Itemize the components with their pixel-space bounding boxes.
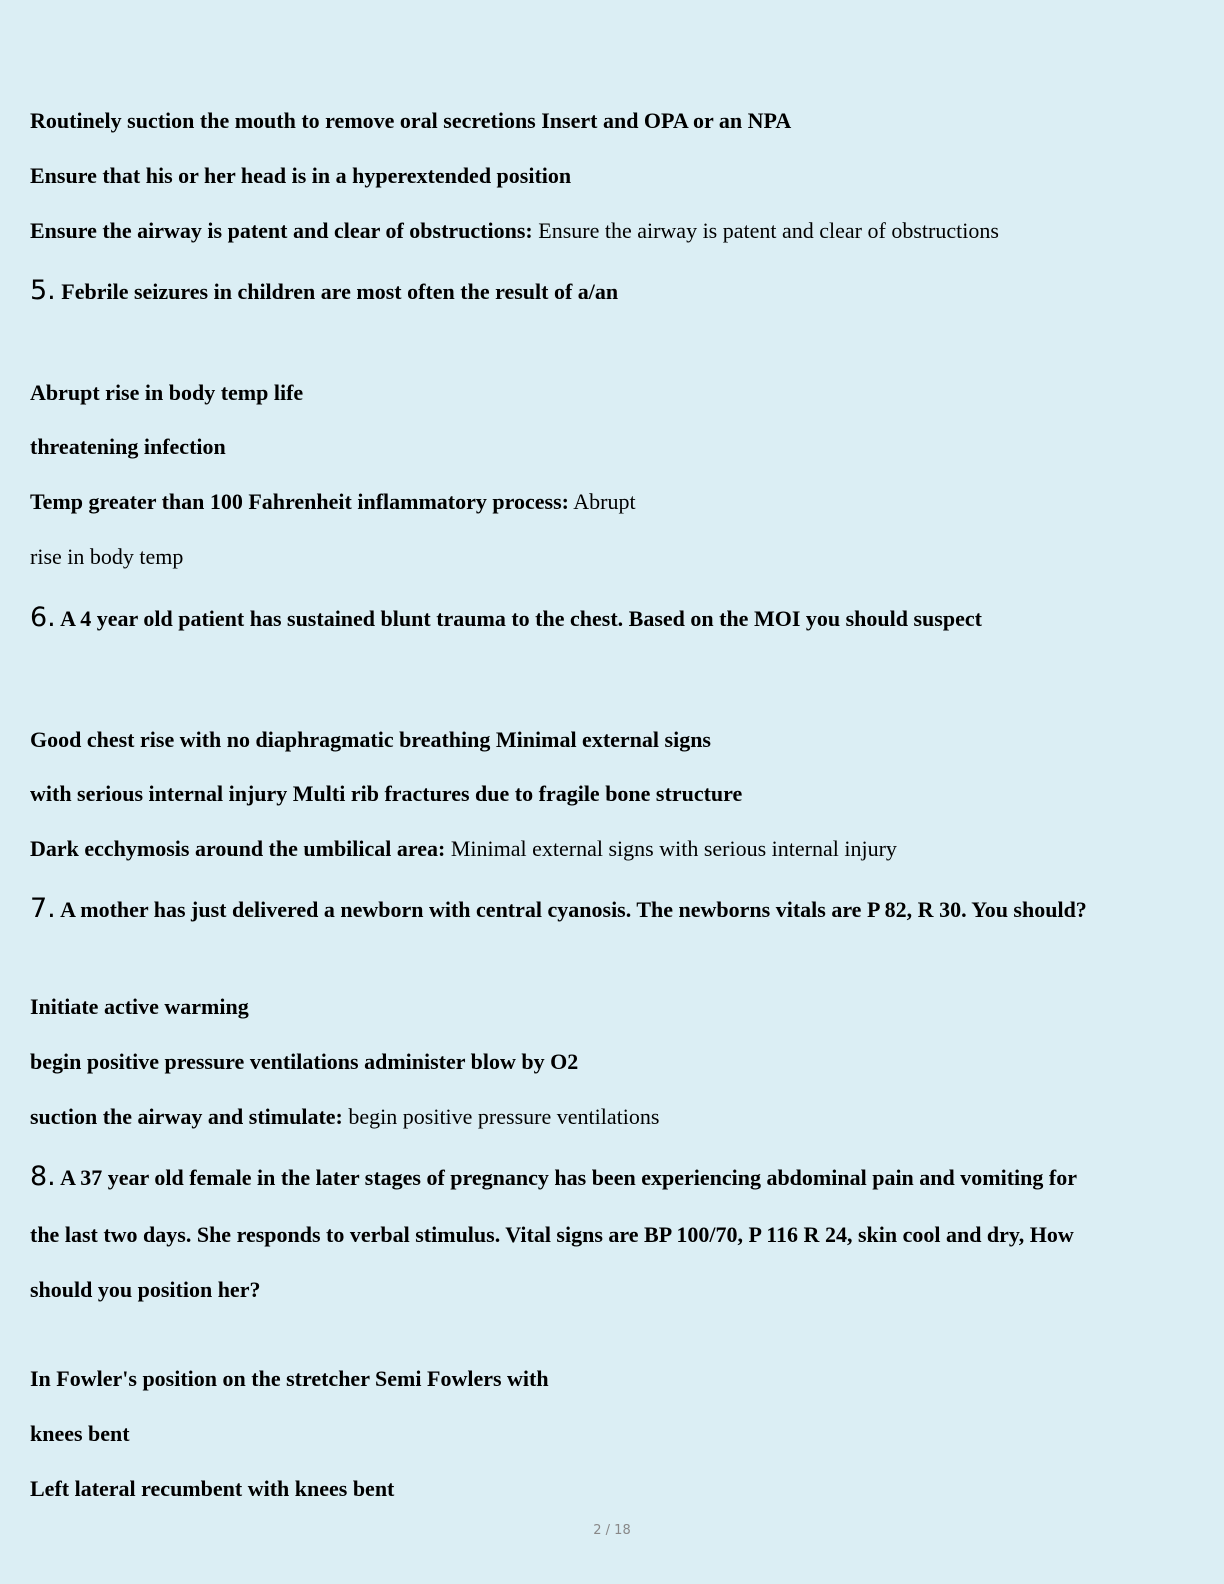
option-text: Ensure the airway is patent and clear of obstructions: (30, 218, 533, 243)
option-text: suction the airway and stimulate: (30, 1104, 343, 1129)
option-text: Routinely suction the mouth to remove oral secretions Insert and OPA or an NPA (30, 108, 792, 133)
question-5 (30, 277, 618, 306)
option-with-answer (30, 217, 999, 245)
page-indicator: 2 / 18 (593, 1523, 631, 1538)
question-number: 6. (30, 602, 56, 633)
answer-text: begin positive pressure ventilations (348, 1104, 660, 1129)
option-text: knees bent (30, 1421, 130, 1446)
option-text: Temp greater than 100 Fahrenheit inflammatory process: (30, 489, 569, 514)
answer-text: Abrupt (573, 489, 636, 514)
question-7 (30, 895, 1087, 924)
question-text: A mother has just delivered a newborn with central cyanosis. The newborns vitals are P 82, R 30. You should? (60, 897, 1087, 922)
question-text: A 4 year old patient has sustained blunt trauma to the chest. Based on the MOI you should suspect (60, 606, 982, 631)
option-text: with serious internal injury Multi rib fractures due to fragile bone structure (30, 781, 743, 806)
answer-text: Minimal external signs with serious internal injury (450, 836, 897, 861)
option-text: Left lateral recumbent with knees bent (30, 1476, 395, 1501)
option-text: Initiate active warming (30, 994, 249, 1019)
option-text: threatening infection (30, 434, 226, 459)
option-text: In Fowler's position on the stretcher Semi Fowlers with (30, 1366, 549, 1391)
option-text: Ensure that his or her head is in a hyperextended position (30, 163, 572, 188)
question-number: 7. (30, 893, 56, 924)
option-text: Dark ecchymosis around the umbilical area: (30, 836, 446, 861)
question-6 (30, 604, 982, 633)
option-with-answer (30, 835, 897, 863)
option-text: begin positive pressure ventilations administer blow by O2 (30, 1049, 579, 1074)
question-number: 8. (30, 1161, 56, 1192)
question-8 (30, 1163, 1077, 1192)
answer-text: rise in body temp (30, 544, 184, 569)
question-text: the last two days. She responds to verbal stimulus. Vital signs are BP 100/70, P 116 R 24, skin cool and dry, How (30, 1222, 1074, 1247)
question-text: Febrile seizures in children are most often the result of a/an (61, 279, 619, 304)
option-with-answer (30, 1103, 659, 1131)
option-with-answer (30, 488, 636, 516)
question-text: A 37 year old female in the later stages of pregnancy has been experiencing abdominal pain and vomiting for (60, 1165, 1077, 1190)
option-text: Good chest rise with no diaphragmatic breathing Minimal external signs (30, 727, 711, 752)
question-number: 5. (30, 275, 56, 306)
answer-text: Ensure the airway is patent and clear of obstructions (538, 218, 999, 243)
question-text: should you position her? (30, 1277, 261, 1302)
option-text: Abrupt rise in body temp life (30, 380, 304, 405)
